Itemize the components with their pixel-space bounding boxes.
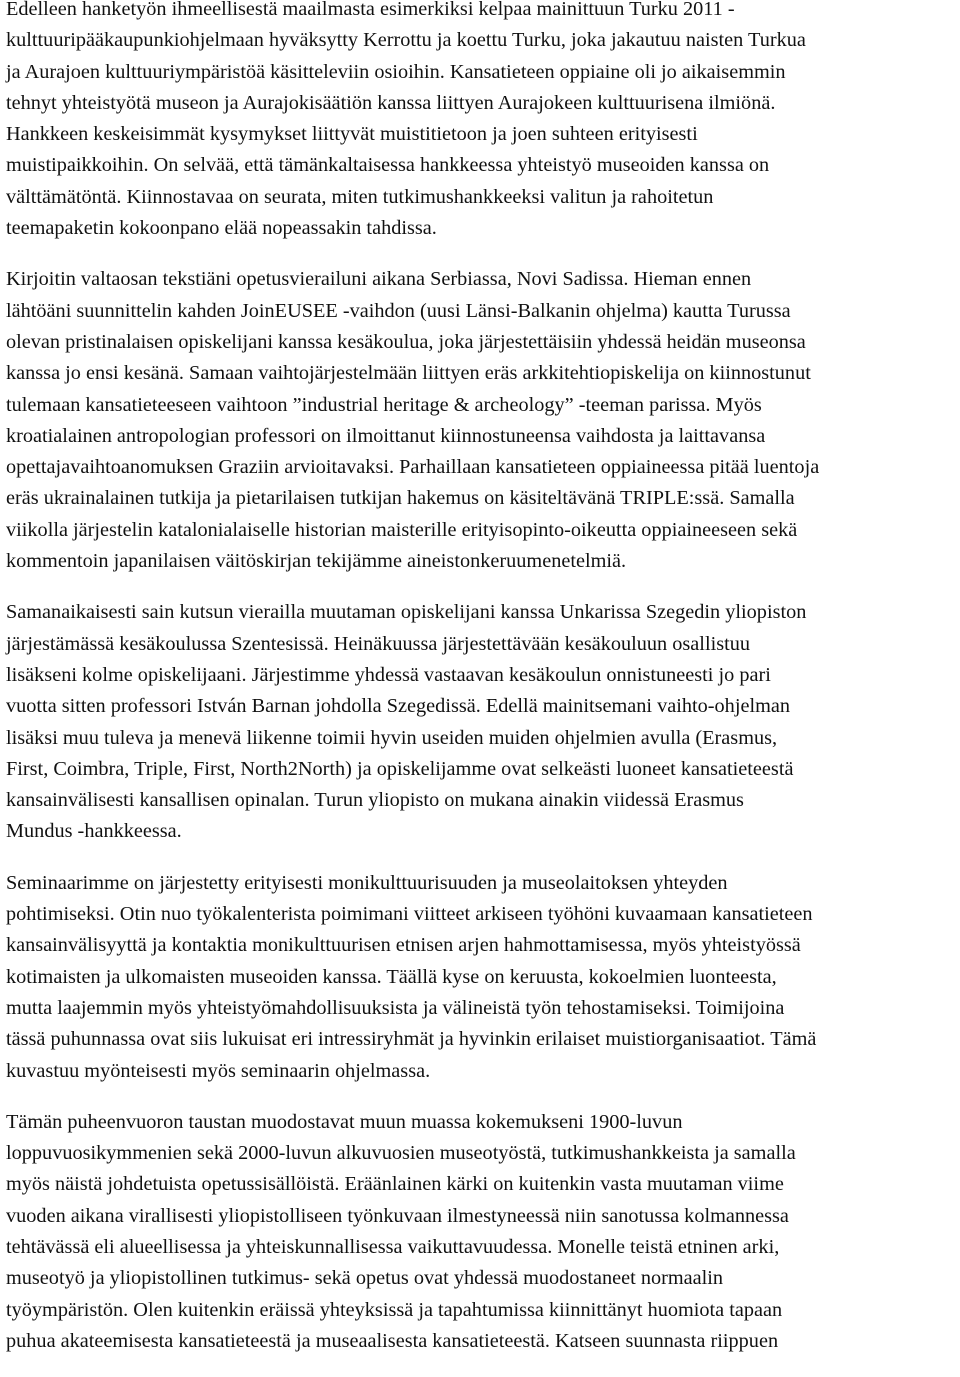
text-line: pohtimiseksi. Otin nuo työkalenterista poimimani viitteet arkiseen työhöni kuvaamaan kansatieteen [6,903,813,926]
text-line: lisäkseni kolme opiskelijaani. Järjestimme yhdessä vastaavan kesäkoulun onnistuneesti jo pari [6,663,771,686]
text-line: Edelleen hanketyön ihmeellisestä maailmasta esimerkiksi kelpaa mainittuun Turku 2011 - [6,0,735,20]
text-line: puhua akateemisesta kansatieteestä ja museaalisesta kansatieteestä. Katseen suunnasta riippuen [6,1329,779,1352]
text-line: lähtöäni suunnittelin kahden JoinEUSEE -vaihdon (uusi Länsi-Balkanin ohjelma) kautta Turussa [6,299,791,322]
text-line: teemapaketin kokoonpano elää nopeassakin tahdissa. [6,217,437,240]
text-line: myös näistä johdetuista opetussisällöistä. Eräänlainen kärki on kuitenkin vasta muutaman viime [6,1173,784,1196]
text-line: järjestämässä kesäkoulussa Szentesissä. Heinäkuussa järjestettävään kesäkouluun osallistuu [6,632,751,655]
paragraph-5 [6,1107,954,1357]
text-line: Seminaarimme on järjestetty erityisesti monikulttuurisuuden ja museolaitoksen yhteyden [6,871,728,894]
text-line: Hankkeen keskeisimmät kysymykset liittyvät muistitietoon ja joen suhteen erityisesti [6,123,698,146]
text-line: Samanaikaisesti sain kutsun vierailla muutaman opiskelijani kanssa Unkarissa Szegedin yliopiston [6,601,807,624]
paragraph-2 [6,264,954,577]
text-line: vuoden aikana virallisesti yliopistolliseen työnkuvaan ilmestyneessä niin sanotussa kolmannessa [6,1204,789,1227]
text-line: tulemaan kansatieteeseen vaihtoon ”industrial heritage & archeology” -teeman parissa. Myös [6,393,762,416]
text-line: olevan pristinalaisen opiskelijani kanssa kesäkoulua, joka järjestettäisiin yhdessä heidän museonsa [6,330,806,353]
text-line: työympäristön. Olen kuitenkin eräissä yhteyksissä ja tapahtumissa kiinnittänyt huomiota tapaan [6,1298,783,1321]
document-page [6,0,954,1377]
text-line: eräs ukrainalainen tutkija ja pietarilaisen tutkijan hakemus on käsiteltävänä TRIPLE:ssä. Samalla [6,487,795,510]
text-line: kanssa jo ensi kesänä. Samaan vaihtojärjestelmään liittyen eräs arkkitehtiopiskelija on kiinnostunut [6,362,811,385]
text-line: mutta laajemmin myös yhteistyömahdollisuuksista ja välineistä työn tehostamiseksi. Toimijoina [6,996,785,1019]
text-line: muistipaikkoihin. On selvää, että tämänkaltaisessa hankkeessa yhteistyö museoiden kanssa on [6,154,770,177]
text-line: kotimaisten ja ulkomaisten museoiden kanssa. Täällä kyse on keruusta, kokoelmien luonteesta, [6,965,777,988]
text-line: Tämän puheenvuoron taustan muodostavat muun muassa kokemukseni 1900-luvun [6,1110,683,1133]
text-line: Kirjoitin valtaosan tekstiäni opetusvierailuni aikana Serbiassa, Novi Sadissa. Hieman ennen [6,268,752,291]
text-line: kommentoin japanilaisen väitöskirjan tekijämme aineistonkeruumenetelmiä. [6,550,627,573]
text-line: kuvastuu myönteisesti myös seminaarin ohjelmassa. [6,1059,431,1082]
text-line: opettajavaihtoanomuksen Graziin arvioitavaksi. Parhaillaan kansatieteen oppiaineessa pitää luentoja [6,456,820,479]
text-line: kulttuuripääkaupunkiohjelmaan hyväksytty Kerrottu ja koettu Turku, joka jakautuu naisten Turkua [6,29,806,52]
paragraph-3 [6,597,954,847]
text-line: kansainvälisesti kansallisen opinalan. Turun yliopisto on mukana ainakin viidessä Erasmus [6,789,744,812]
text-line: kroatialainen antropologian professori on ilmoittanut kiinnostuneensa vaihdosta ja laittavansa [6,424,766,447]
text-line: ja Aurajoen kulttuuriympäristöä käsitteleviin osioihin. Kansatieteen oppiaine oli jo aikaisemmin [6,60,786,83]
text-line: kansainvälisyyttä ja kontaktia monikulttuurisen etnisen arjen hahmottamisessa, myös yhteistyössä [6,934,801,957]
text-line: tehnyt yhteistyötä museon ja Aurajokisäätiön kanssa liittyen Aurajokeen kulttuurisena ilmiönä. [6,91,776,114]
text-line: viikolla järjestelin katalonialaiselle historian maisterille erityisopinto-oikeutta oppiaineeseen sekä [6,518,798,541]
text-line: välttämätöntä. Kiinnostavaa on seurata, miten tutkimushankkeeksi valitun ja rahoitetun [6,185,714,208]
text-line: tässä puhunnassa ovat siis lukuisat eri intressiryhmät ja hyvinkin erilaiset muistiorganisaatiot. Tämä [6,1028,817,1051]
text-line: vuotta sitten professori István Barnan johdolla Szegedissä. Edellä mainitsemani vaihto-ohjelman [6,695,791,718]
text-line: museotyö ja yliopistollinen tutkimus- sekä opetus ovat yhdessä muodostaneet normaalin [6,1267,724,1290]
paragraph-1 [6,0,954,244]
text-line: loppuvuosikymmenien sekä 2000-luvun alkuvuosien museotyöstä, tutkimushankkeista ja samalla [6,1142,796,1165]
text-line: Mundus -hankkeessa. [6,820,182,843]
text-line: lisäksi muu tuleva ja menevä liikenne toimii hyvin useiden muiden ohjelmien avulla (Erasmus, [6,726,778,749]
paragraph-4 [6,868,954,1087]
text-line: tehtävässä eli alueellisessa ja yhteiskunnallisessa vaikuttavuudessa. Monelle teistä etninen arki, [6,1235,780,1258]
text-line: First, Coimbra, Triple, First, North2North) ja opiskelijamme ovat selkeästi luoneet kansatieteestä [6,757,794,780]
